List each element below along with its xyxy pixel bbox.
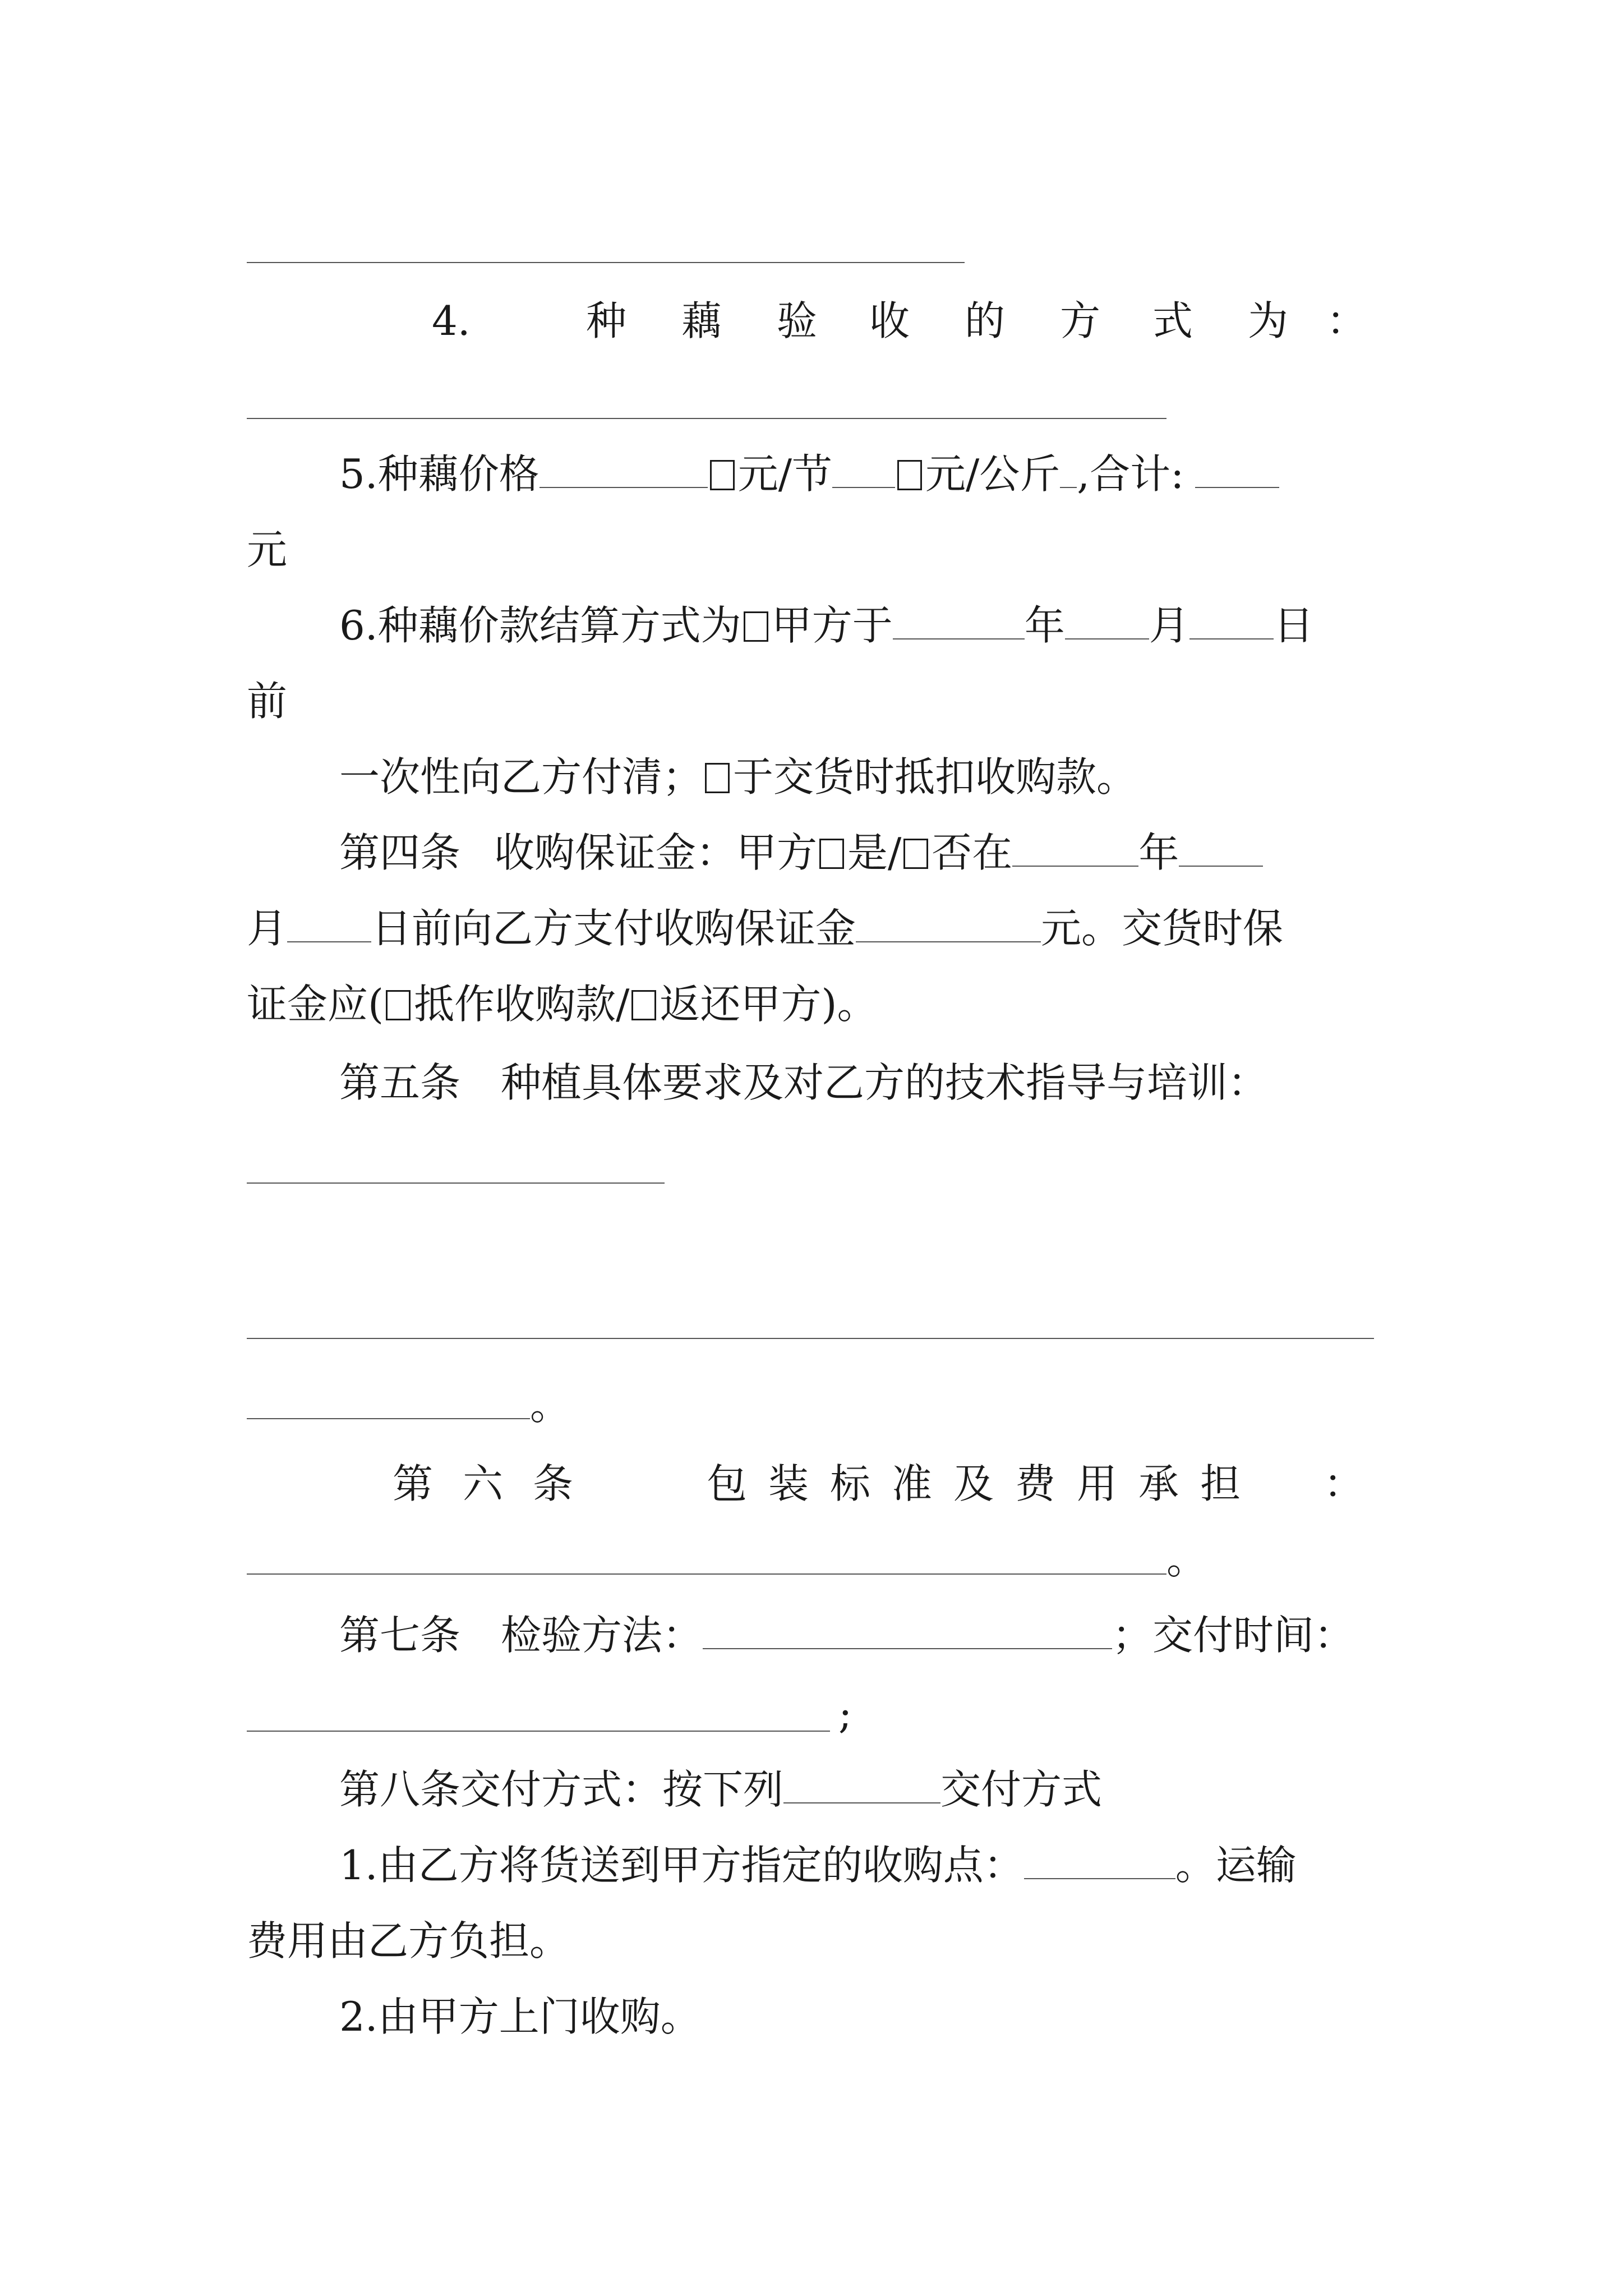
item-4-char: 的 [965, 297, 1006, 344]
article-4-line [339, 825, 1263, 881]
collection-point-blank[interactable] [1024, 1843, 1175, 1879]
checkbox[interactable] [744, 611, 768, 642]
period-line [1166, 1531, 1207, 1588]
deposit-blank[interactable] [856, 907, 1041, 942]
article-4-text: 元。交货时保 [1041, 905, 1284, 952]
semicolon-line [838, 1686, 852, 1742]
article-5-text: 第五条 种植具体要求及对乙方的技术指导与培训： [339, 1059, 1269, 1106]
article-4-text: 返还甲方)。 [660, 981, 878, 1028]
item-4-char: 种 [586, 297, 627, 344]
year-blank[interactable] [1012, 831, 1138, 867]
item-4-number: 4. [432, 297, 471, 344]
article-6-char: 包 [707, 1460, 748, 1507]
month-blank[interactable] [1065, 604, 1149, 639]
article-6-char: 标 [830, 1460, 871, 1507]
item-6-line-2 [247, 673, 287, 729]
item-6-text: 于交货时抵扣收购款。 [733, 753, 1137, 800]
year-blank[interactable] [893, 604, 1025, 639]
article-6-char: 六 [463, 1460, 504, 1507]
article-8-line [339, 1761, 1102, 1818]
article-4-line-2 [247, 900, 1283, 956]
month-label: 月 [247, 905, 288, 952]
article-6-char: 准 [892, 1460, 933, 1507]
item-5-total-text: ,合计: [1077, 450, 1184, 498]
delivery-option-1-text: 费用由乙方负担。 [247, 1917, 570, 1964]
checkbox[interactable] [903, 839, 928, 869]
item-5-line [339, 446, 1279, 502]
year-label: 年 [1138, 829, 1179, 876]
blank-rule [247, 1182, 665, 1184]
article-6-char: 条 [533, 1460, 574, 1507]
blank-rule [247, 1338, 1374, 1339]
item-4-char: 式 [1152, 297, 1193, 344]
article-6-char: 费 [1015, 1460, 1056, 1507]
item-5-unit-text: 元/公斤 [925, 450, 1061, 498]
checkbox[interactable] [710, 460, 735, 490]
price-blank[interactable] [540, 452, 708, 488]
item-6-text: 甲方于 [771, 602, 893, 649]
day-blank[interactable] [1189, 604, 1274, 639]
checkbox[interactable] [897, 460, 922, 490]
item-5-text: 5.种藕价格 [339, 450, 540, 498]
item-4-char: 藕 [681, 297, 722, 344]
checkbox[interactable] [631, 990, 656, 1020]
item-6-text: 6.种藕价款结算方式为 [339, 602, 741, 649]
article-6-colon: ： [1324, 1460, 1364, 1507]
article-4-title: 第四条 [339, 829, 461, 876]
item-4-line [432, 293, 1367, 349]
blank-rule [247, 262, 965, 263]
article-5-line [339, 1055, 1268, 1111]
item-4-char: 验 [777, 297, 818, 344]
item-5-unit-text: 元/节 [737, 450, 832, 498]
day-blank[interactable] [287, 907, 371, 942]
article-4-line-3 [247, 976, 877, 1032]
article-6-char: 担 [1200, 1460, 1241, 1507]
year-label: 年 [1024, 602, 1065, 649]
item-6-line-3 [339, 749, 1137, 805]
article-4-text: 否在 [932, 829, 1013, 876]
delivery-option-1-line [339, 1837, 1297, 1893]
article-7-text: ；交付时间： [1112, 1612, 1355, 1659]
article-8-text: 第八条交付方式：按下列 [339, 1766, 784, 1813]
article-4-text: 是/ [847, 829, 902, 876]
article-6-char: 承 [1138, 1460, 1179, 1507]
delivery-option-2-text: 2.由甲方上门收购。 [339, 1993, 701, 2040]
item-4-colon: ： [1326, 297, 1367, 344]
item-4-char: 方 [1060, 297, 1101, 344]
item-5-text: 元 [247, 526, 288, 573]
article-4-text: 日前向乙方支付收购保证金 [371, 905, 856, 952]
item-6-line [339, 597, 1314, 654]
inspection-blank[interactable] [703, 1613, 1112, 1649]
article-6-char: 及 [953, 1460, 994, 1507]
delivery-option-1-text: 。运输 [1175, 1842, 1297, 1889]
blank-rule [247, 1573, 1166, 1575]
article-6-line [393, 1456, 1363, 1512]
item-6-text: 一次性向乙方付清； [339, 753, 703, 800]
semicolon-mark: ; [838, 1690, 852, 1737]
article-8-text: 交付方式 [940, 1766, 1103, 1813]
unit-blank[interactable] [1060, 452, 1077, 488]
checkbox[interactable] [705, 763, 730, 793]
period-line [530, 1377, 570, 1433]
item-4-char: 为 [1248, 297, 1289, 344]
period-mark: 。 [1166, 1536, 1207, 1583]
delivery-option-1-line-2 [247, 1913, 570, 1969]
delivery-method-blank[interactable] [783, 1768, 940, 1803]
article-6-char: 用 [1077, 1460, 1118, 1507]
item-6-text: 前 [247, 678, 288, 725]
article-7-line [339, 1607, 1354, 1663]
checkbox[interactable] [386, 990, 411, 1020]
checkbox[interactable] [819, 839, 844, 869]
total-blank[interactable] [1195, 452, 1279, 488]
month-blank[interactable] [1179, 831, 1263, 867]
day-label: 日 [1273, 602, 1314, 649]
article-6-char: 装 [768, 1460, 809, 1507]
period-mark: 。 [530, 1382, 571, 1429]
delivery-option-2-line [339, 1989, 701, 2045]
article-4-text: 证金应( [247, 981, 384, 1028]
article-4-text: 收购保证金：甲方 [494, 829, 818, 876]
month-label: 月 [1149, 602, 1189, 649]
article-7-text: 第七条 检验方法： [339, 1612, 703, 1659]
blank-rule [247, 418, 1166, 419]
delivery-option-1-text: 1.由乙方将货送到甲方指定的收购点： [339, 1842, 1024, 1889]
article-6-char: 第 [393, 1460, 434, 1507]
unit-blank[interactable] [832, 452, 895, 488]
blank-rule [247, 1731, 830, 1732]
blank-rule [247, 1418, 530, 1419]
item-5-line-2 [247, 522, 287, 578]
article-4-text: 抵作收购款/ [414, 981, 630, 1028]
item-4-char: 收 [869, 297, 910, 344]
